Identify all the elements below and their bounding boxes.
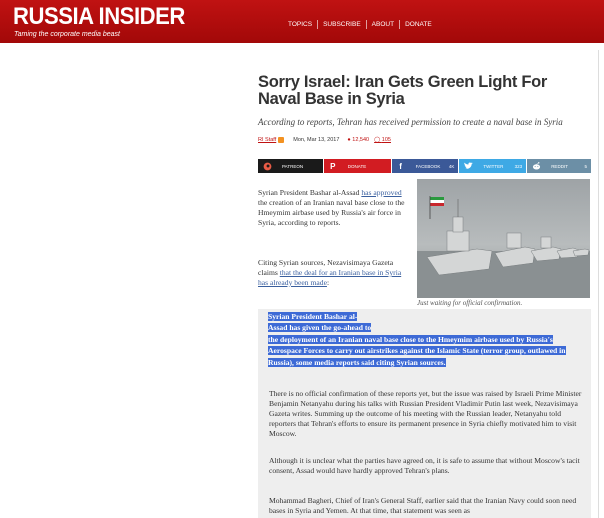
paragraph-3: There is no official confirmation of these reports yet, but the issue was raised by Israeli Prime Minister Benjamin Netanyahu during his talks with Russian President Vladimir Putin last week, Nezavisimaya Gazeta writes. Summing up the outcome of his meeting with the Russian leader, Netanyahu told reporters that Tehran's efforts to ensure its permanent presence in Syria chiefly motivated him to visit Moscow. xyxy=(269,389,582,438)
facebook-count: 4K xyxy=(448,163,455,169)
nav-about[interactable]: ABOUT xyxy=(367,20,400,29)
comment-count[interactable]: ◯ 105 xyxy=(374,137,391,143)
site-logo[interactable]: RUSSIA INSIDER xyxy=(13,3,185,30)
donate-button[interactable] xyxy=(324,159,391,173)
p1-text-a: Syrian President Bashar al-Assad xyxy=(258,188,362,197)
reddit-label: REDDIT xyxy=(551,163,568,169)
view-count-value: 12,540 xyxy=(352,137,370,143)
sidebar-divider xyxy=(598,50,599,518)
donate-label: DONATE xyxy=(347,163,367,169)
p1-text-b: the creation of an Iranian naval base close to the Hmeymim airbase used by Russia's air force in Syria, according to reports. xyxy=(258,198,405,227)
paragraph-5: Mohammad Bagheri, Chief of Iran's General Staff, earlier said that the Iranian Navy could soon need bases in Syria and Yemen. At that time, that statement was seen as xyxy=(269,496,577,515)
twitter-count: 323 xyxy=(514,163,523,169)
quote-line-1: Syrian President Bashar al- xyxy=(268,312,358,321)
reddit-icon xyxy=(531,161,541,171)
view-count: ● 12,540 xyxy=(347,137,370,143)
share-bar xyxy=(258,159,591,173)
quote-rest: the deployment of an Iranian naval base close to the Hmeymim airbase used by Russia's Aerospace Forces to carry out airstrikes against the Islamic State (terror group, outlawed in Russia), some media reports said citing Syrian sources. xyxy=(268,334,566,367)
nav-subscribe[interactable]: SUBSCRIBE xyxy=(318,20,367,29)
article-subtitle: According to reports, Tehran has received permission to create a naval base in Syria xyxy=(258,117,563,127)
photo-caption: Just waiting for official confirmation. xyxy=(417,299,523,307)
nav-donate[interactable]: DONATE xyxy=(405,21,432,28)
p2-text-b: : xyxy=(326,278,330,287)
facebook-label: FACEBOOK xyxy=(415,163,441,169)
paypal-icon: P xyxy=(330,161,336,171)
patreon-button[interactable] xyxy=(258,159,323,173)
rss-icon[interactable] xyxy=(278,137,284,143)
patreon-icon xyxy=(262,161,272,171)
highlighted-quote[interactable] xyxy=(268,311,586,368)
reddit-share-button[interactable] xyxy=(527,159,591,173)
has-approved-link[interactable]: has approved xyxy=(361,188,402,197)
facebook-share-button[interactable] xyxy=(392,159,459,173)
reddit-count: 5 xyxy=(584,163,587,169)
article-date: Mon, Mar 13, 2017 xyxy=(293,137,340,143)
comment-count-value: 105 xyxy=(381,137,391,143)
warships-image xyxy=(417,179,590,298)
twitter-label: TWITTER xyxy=(483,163,504,169)
twitter-icon xyxy=(463,161,473,171)
article-title: Sorry Israel: Iran Gets Green Light For Naval Base in Syria xyxy=(258,73,548,108)
p2-text-a: Citing Syrian sources, Nezavisimaya Gazeta claims xyxy=(258,258,394,277)
paragraph-4: Although it is unclear what the parties have agreed on, it is safe to assume that without Moscow's tacit consent, Assad would have hardly approved Tehran's plans. xyxy=(269,456,580,475)
site-header xyxy=(0,0,604,43)
main-nav xyxy=(283,20,437,29)
deal-link[interactable]: that the deal for an Iranian base in Syria has already been made xyxy=(258,268,402,287)
author-link[interactable]: RI Staff xyxy=(258,137,277,143)
nav-topics[interactable]: TOPICS xyxy=(283,20,318,29)
article-meta xyxy=(258,137,391,143)
patreon-label: PATREON xyxy=(282,163,304,169)
paragraph-1 xyxy=(258,188,408,228)
quote-line-2: Assad has given the go-ahead to xyxy=(268,323,372,333)
article-photo[interactable] xyxy=(417,179,590,298)
paragraph-2 xyxy=(258,258,408,288)
facebook-icon: f xyxy=(399,161,402,171)
twitter-share-button[interactable] xyxy=(459,159,526,173)
site-tagline: Taming the corporate media beast xyxy=(14,31,120,38)
